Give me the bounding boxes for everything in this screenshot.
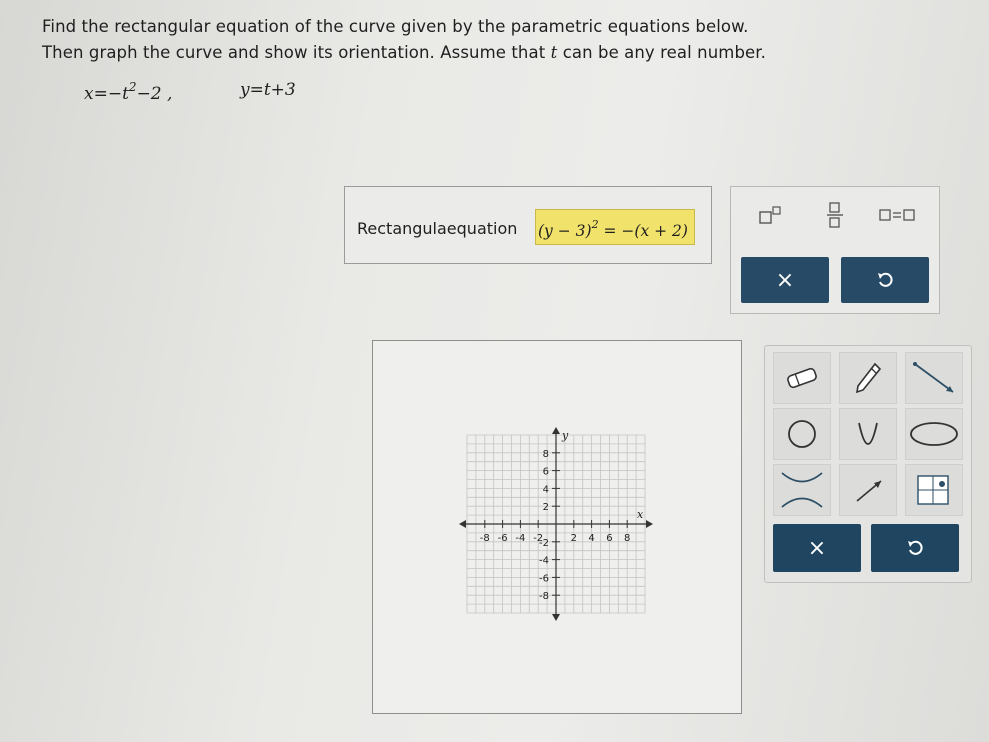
- undo-graph-button[interactable]: [871, 524, 959, 572]
- ray-tool-button[interactable]: [839, 464, 897, 516]
- y-axis-arrow-up: [552, 427, 560, 434]
- circle-tool-button[interactable]: [773, 408, 831, 460]
- parametric-y-equation: y=t+3: [240, 80, 296, 100]
- question-line-1: Find the rectangular equation of the curve given by the parametric equations below.: [42, 17, 749, 36]
- undo-icon: [876, 271, 894, 289]
- eraser-tool-button[interactable]: [773, 352, 831, 404]
- x-tick-label: -4: [515, 533, 526, 544]
- pencil-icon: [853, 361, 883, 395]
- undo-button[interactable]: [841, 257, 929, 303]
- ellipse-tool-button[interactable]: [905, 408, 963, 460]
- question-var-t: t: [550, 43, 558, 62]
- ray-icon: [851, 475, 885, 505]
- y-tick-label: -6: [539, 573, 549, 585]
- math-palette: [730, 186, 940, 314]
- graph-tool-palette: [764, 345, 972, 583]
- x-tick-label: -8: [479, 533, 490, 544]
- x-tick-label: 6: [606, 533, 613, 544]
- y-tick-label: 2: [542, 502, 549, 514]
- question-text: [42, 14, 942, 66]
- fraction-icon[interactable]: [813, 197, 857, 233]
- eraser-icon: [782, 365, 822, 391]
- pencil-tool-button[interactable]: [839, 352, 897, 404]
- point-tool-button[interactable]: [905, 464, 963, 516]
- x-tick-label: -2: [533, 533, 544, 544]
- x-tick-label: 8: [624, 533, 631, 544]
- clear-button[interactable]: ×: [741, 257, 829, 303]
- parabola-icon: [853, 419, 883, 449]
- undo-icon: [906, 539, 924, 557]
- clear-graph-button[interactable]: ×: [773, 524, 861, 572]
- y-tick-label: 8: [542, 448, 549, 460]
- x-tick-label: 2: [570, 533, 577, 544]
- answer-label: Rectangulaequation: [357, 219, 518, 238]
- x-tick-label: 4: [588, 533, 595, 544]
- y-tick-label: -4: [539, 555, 549, 567]
- answer-box: [344, 186, 712, 264]
- hyperbola-tool-button[interactable]: [773, 464, 831, 516]
- y-tick-label: -2: [539, 537, 549, 549]
- question-line-2: [42, 40, 942, 66]
- parametric-x-equation: $x=-t^2-2$ ,: [84, 80, 173, 104]
- question-line-2b: can be any real number.: [557, 43, 766, 62]
- y-tick-label: 6: [542, 466, 549, 478]
- superscript-icon[interactable]: [749, 197, 793, 233]
- x-tick-label: -6: [497, 533, 508, 544]
- line-segment-tool-button[interactable]: [905, 352, 963, 404]
- coordinate-grid[interactable]: [373, 341, 743, 715]
- question-line-2a: Then graph the curve and show its orientation. Assume that: [42, 43, 551, 62]
- circle-icon: [784, 416, 820, 452]
- hyperbola-icon: [778, 470, 826, 510]
- y-tick-label: -8: [539, 591, 549, 603]
- x-axis-label: x: [637, 508, 644, 521]
- line-segment-icon: [911, 360, 957, 396]
- y-axis-arrow-down: [552, 614, 560, 621]
- parabola-tool-button[interactable]: [839, 408, 897, 460]
- x-axis-arrow-right: [646, 520, 653, 528]
- graph-panel[interactable]: [372, 340, 742, 714]
- rectangular-equation-input[interactable]: $(y - 3)^2 = -(x + 2)$: [535, 209, 695, 245]
- point-tool-icon: [914, 472, 954, 508]
- ellipse-icon: [908, 419, 960, 449]
- y-axis-label: y: [562, 429, 569, 442]
- x-axis-arrow-left: [459, 520, 466, 528]
- y-tick-label: 4: [542, 484, 549, 496]
- equals-box-icon[interactable]: [875, 197, 919, 233]
